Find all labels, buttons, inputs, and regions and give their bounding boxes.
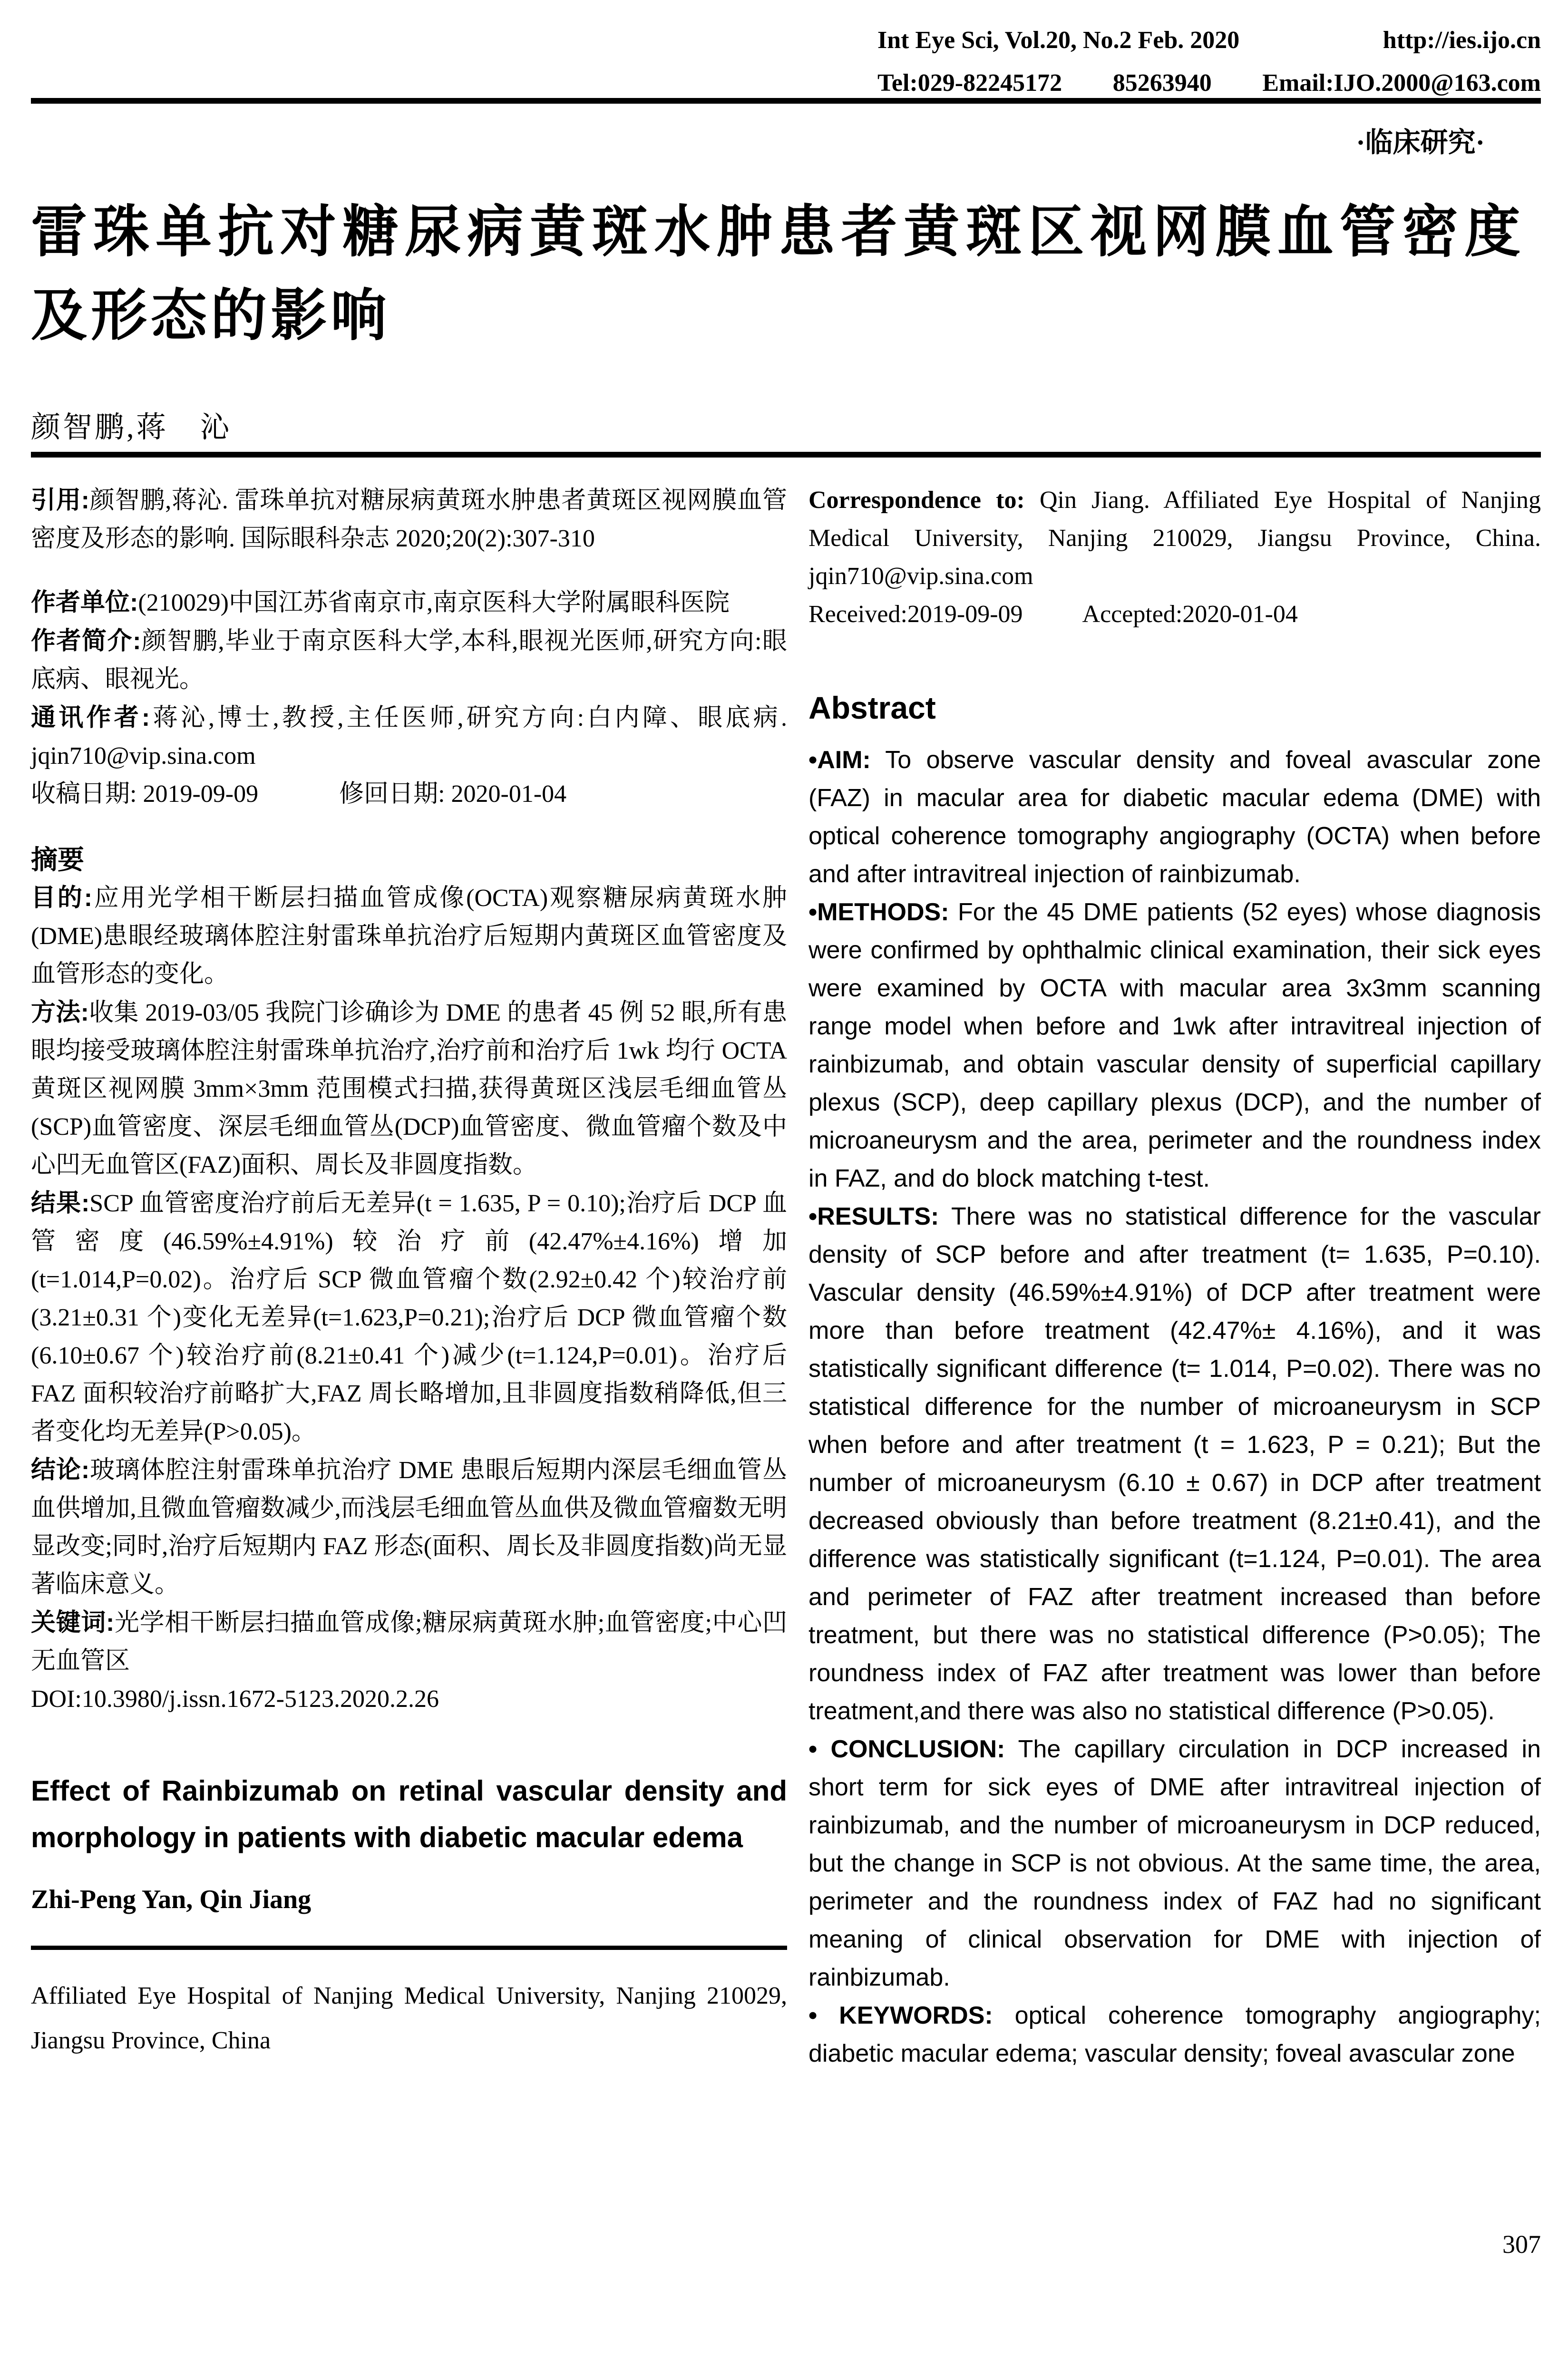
authors-en: Zhi-Peng Yan, Qin Jiang	[31, 1885, 312, 1914]
results-paragraph-cn	[31, 1184, 787, 1451]
journal-header-line2	[877, 69, 1541, 97]
article-title-en: Effect of Rainbizumab on retinal vascular density and morphology in patients with diabetic macular edema	[31, 1775, 787, 1853]
author-bio-paragraph	[31, 622, 787, 699]
objective-text: 应用光学相干断层扫描血管成像(OCTA)观察糖尿病黄斑水肿(DME)患眼经玻璃体腔注射雷珠单抗治疗后短期内黄斑区血管密度及血管形态的变化。	[31, 885, 787, 988]
conclusion-label-cn: 结论:	[31, 1456, 90, 1484]
received-date-cn: 收稿日期: 2019-09-09	[31, 780, 259, 808]
received-date-en: Received:2019-09-09	[808, 601, 1023, 628]
authors-cn: 颜智鹏,蒋 沁	[31, 411, 232, 444]
accepted-date-en: Accepted:2020-01-04	[1082, 601, 1298, 628]
spacer	[31, 558, 787, 584]
correspondence-paragraph	[808, 481, 1541, 595]
page-number: 307	[1502, 2230, 1541, 2259]
journal-email: Email:IJO.2000@163.com	[1262, 69, 1541, 97]
aim-label: •AIM:	[808, 746, 871, 774]
keywords-text-en: optical coherence tomography angiography; diabetic macular edema; vascular density; foveal avascular zone	[808, 2002, 1541, 2067]
citation-paragraph	[31, 481, 787, 558]
journal-header-line1	[877, 26, 1541, 55]
footnote-divider	[31, 1946, 787, 1950]
abstract-heading-en: Abstract	[808, 690, 936, 725]
keywords-label-cn: 关键词:	[31, 1609, 115, 1637]
results-text-en: There was no statistical difference for the vascular density of SCP before and after treatment (t= 1.635, P=0.10). Vascular density (46.59%±4.91%) of DCP after treatment were more than before treatment (42.47%± 4.16%), and it was statistically significant difference (t= 1.014, P=0.02). There was no statistical difference for the number of microaneurysm in SCP when before and after treatment (t = 1.623, P = 0.21); But the number of microaneurysm (6.10 ± 0.67) in DCP after treatment decreased obviously than before treatment (8.21±0.41), and the difference was statistically significant (t=1.124, P=0.01). The area and perimeter of FAZ after treatment increased than before treatment, but there was no statistical difference (P>0.05); The roundness index of FAZ after treatment was lower than before treatment,and there was also no statistical difference (P>0.05).	[808, 1203, 1541, 1725]
methods-text-cn: 收集 2019-03/05 我院门诊确诊为 DME 的患者 45 例 52 眼,所有患眼均接受玻璃体腔注射雷珠单抗治疗,治疗前和治疗后 1wk 均行 OCTA 黄斑区视网膜 3mm×3mm 范围模式扫描,获得黄斑区浅层毛细血管丛(SCP)血管密度、深层毛细血管丛(DCP)血管密度、微血管瘤个数及中心凹无血管区(FAZ)面积、周长及非圆度指数。	[31, 999, 787, 1179]
section-tag: ·临床研究·	[1356, 127, 1485, 158]
journal-issue-info: Int Eye Sci, Vol.20, No.2 Feb. 2020	[877, 27, 1240, 54]
journal-tel2: 85263940	[1112, 69, 1212, 97]
header-divider	[31, 98, 1541, 104]
correspondence-text: Qin Jiang. Affiliated Eye Hospital of Nanjing Medical University, Nanjing 210029, Jiangsu Province, China. jqin710@vip.sina.com	[808, 487, 1541, 590]
correspondent-paragraph	[31, 699, 787, 775]
left-column	[31, 481, 787, 2063]
results-text-cn: SCP 血管密度治疗前后无差异(t = 1.635, P = 0.10);治疗后 DCP 血管密度(46.59%±4.91%)较治疗前(42.47%±4.16%)增加(t=1.014,P=0.02)。治疗后 SCP 微血管瘤个数(2.92±0.42 个)较治疗前(3.21±0.31 个)变化无差异(t=1.623,P=0.21);治疗后 DCP 微血管瘤个数(6.10±0.67 个)较治疗前(8.21±0.41 个)减少(t=1.124,P=0.01)。治疗后 FAZ 面积较治疗前略扩大,FAZ 周长略增加,且非圆度指数稍降低,但三者变化均无差异(P>0.05)。	[31, 1190, 787, 1445]
keywords-paragraph-en	[808, 1997, 1541, 2073]
conclusion-text-en: The capillary circulation in DCP increased in short term for sick eyes of DME after intravitreal injection of rainbizumab, and the number of microaneurysm in DCP reduced, but the change in SCP is not obvious. At the same time, the area, perimeter and the roundness index of FAZ had no significant meaning of clinical observation for DME with injection of rainbizumab.	[808, 1735, 1541, 1991]
author-unit-paragraph	[31, 584, 787, 622]
dates-line	[31, 775, 787, 813]
citation-label: 引用:	[31, 487, 89, 514]
right-column	[808, 481, 1541, 2073]
keywords-paragraph-cn	[31, 1604, 787, 1680]
spacer	[31, 813, 787, 841]
aim-paragraph	[808, 741, 1541, 893]
methods-paragraph-cn	[31, 994, 787, 1184]
received-accepted-line	[808, 595, 1541, 633]
methods-label-cn: 方法:	[31, 999, 89, 1026]
title-divider	[31, 452, 1541, 458]
conclusion-text-cn: 玻璃体腔注射雷珠单抗治疗 DME 患眼后短期内深层毛细血管丛血供增加,且微血管瘤数减少,而浅层毛细血管丛血供及微血管瘤数无明显改变;同时,治疗后短期内 FAZ 形态(面积、周长及非圆度指数)尚无显著临床意义。	[31, 1457, 787, 1598]
article-title-cn: 雷珠单抗对糖尿病黄斑水肿患者黄斑区视网膜血管密度及形态的影响	[31, 201, 1524, 347]
conclusion-paragraph-en	[808, 1730, 1541, 1997]
affiliation-en: Affiliated Eye Hospital of Nanjing Medical University, Nanjing 210029, Jiangsu Province, China	[31, 1982, 787, 2054]
results-label-en: •RESULTS:	[808, 1203, 939, 1230]
author-unit-text: (210029)中国江苏省南京市,南京医科大学附属眼科医院	[138, 589, 730, 616]
keywords-label-en: • KEYWORDS:	[808, 2002, 993, 2029]
keywords-text-cn: 光学相干断层扫描血管成像;糖尿病黄斑水肿;血管密度;中心凹无血管区	[31, 1609, 787, 1675]
results-label-cn: 结果:	[31, 1189, 90, 1217]
author-bio-text: 颜智鹏,毕业于南京医科大学,本科,眼视光医师,研究方向:眼底病、眼视光。	[31, 628, 787, 693]
results-paragraph-en	[808, 1198, 1541, 1730]
methods-paragraph-en	[808, 893, 1541, 1198]
conclusion-paragraph-cn	[31, 1451, 787, 1604]
conclusion-label-en: • CONCLUSION:	[808, 1735, 1005, 1763]
correspondence-label: Correspondence to:	[808, 487, 1025, 514]
correspondent-label: 通讯作者:	[31, 704, 150, 731]
author-unit-label: 作者单位:	[31, 589, 138, 616]
author-bio-label: 作者简介:	[31, 627, 141, 655]
correspondent-text: 蒋沁,博士,教授,主任医师,研究方向:白内障、眼底病. jqin710@vip.sina.com	[31, 704, 787, 770]
objective-paragraph	[31, 879, 787, 994]
methods-label-en: •METHODS:	[808, 898, 949, 926]
objective-label: 目的:	[31, 884, 93, 912]
journal-url: http://ies.ijo.cn	[1383, 27, 1541, 54]
citation-text: 颜智鹏,蒋沁. 雷珠单抗对糖尿病黄斑水肿患者黄斑区视网膜血管密度及形态的影响. 国际眼科杂志 2020;20(2):307-310	[31, 487, 787, 552]
revised-date-cn: 修回日期: 2020-01-04	[339, 780, 567, 808]
aim-text: To observe vascular density and foveal avascular zone (FAZ) in macular area for diabetic macular edema (DME) with optical coherence tomography angiography (OCTA) when before and after intravitreal injection of rainbizumab.	[808, 746, 1541, 888]
journal-tel: Tel:029-82245172	[877, 69, 1062, 97]
abstract-heading-cn: 摘要	[31, 845, 84, 875]
methods-text-en: For the 45 DME patients (52 eyes) whose diagnosis were confirmed by ophthalmic clinical examination, their sick eyes were examined by OCTA with macular area 3x3mm scanning range model when before and 1wk after intravitreal injection of rainbizumab, and obtain vascular density of superficial capillary plexus (SCP), deep capillary plexus (DCP), and the number of microaneurysm and the area, perimeter and the roundness index in FAZ, and do block matching t-test.	[808, 898, 1541, 1192]
doi-line: DOI:10.3980/j.issn.1672-5123.2020.2.26	[31, 1685, 439, 1713]
